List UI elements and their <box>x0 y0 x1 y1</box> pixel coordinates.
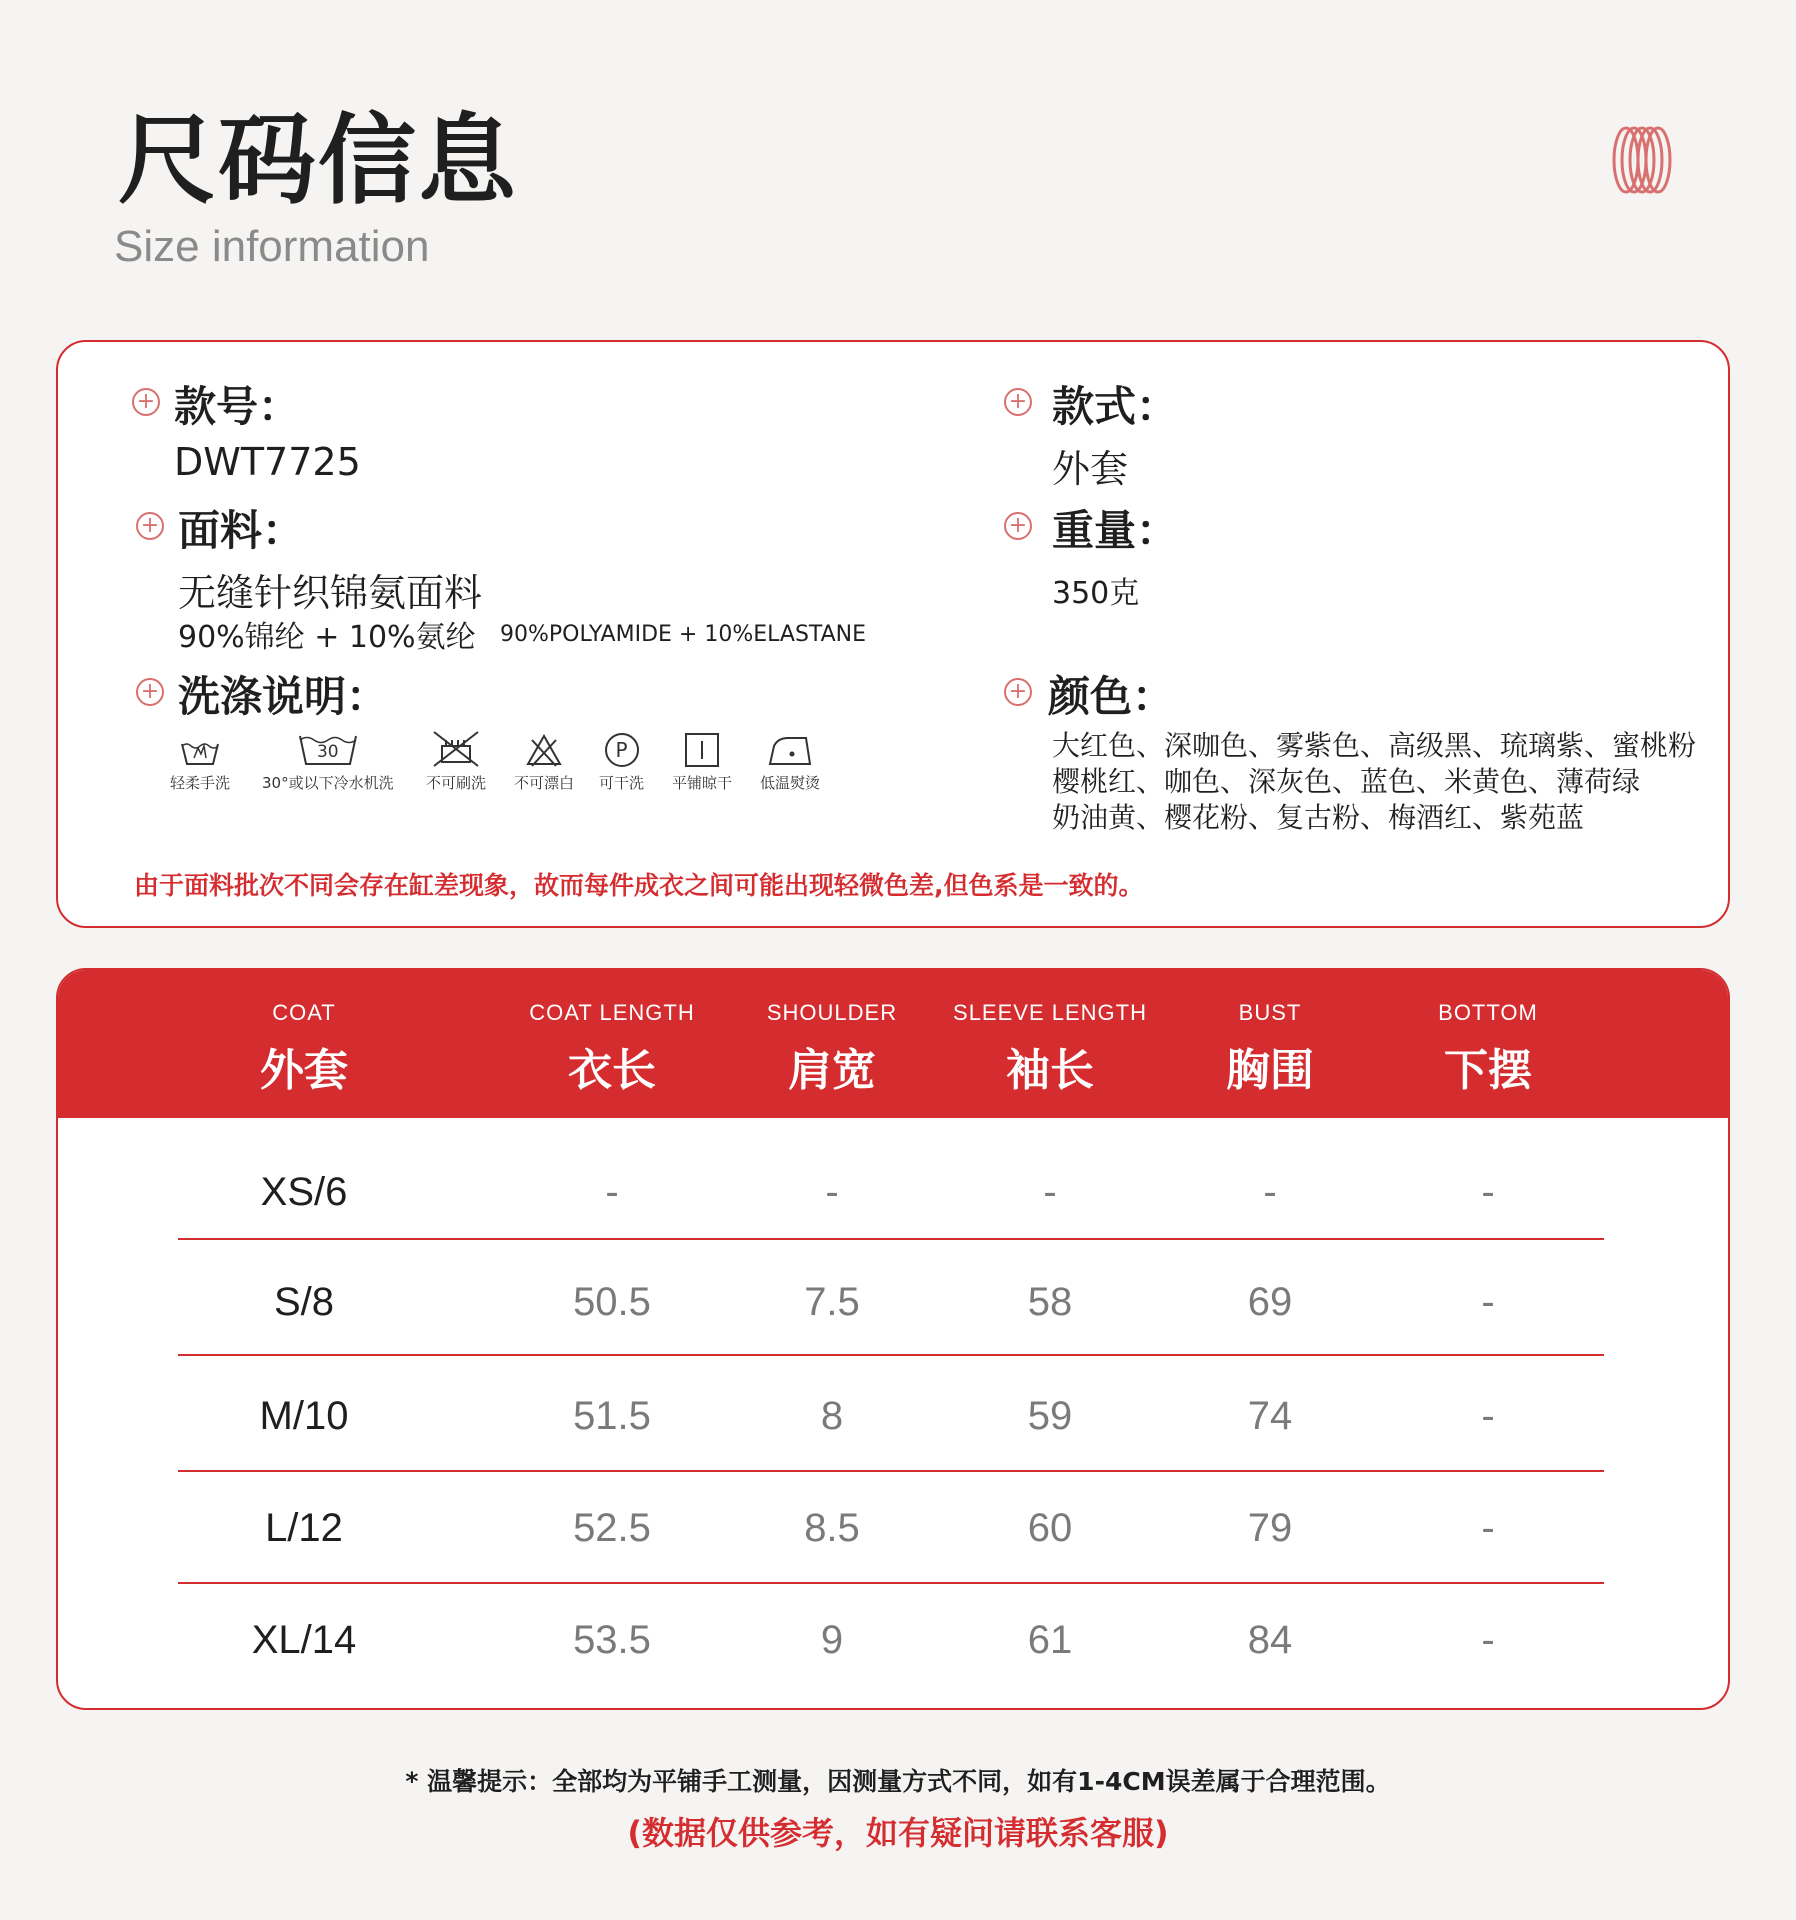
column-header-bust: BUST 胸围 <box>1226 1000 1314 1096</box>
table-row: M/10 51.5 8 59 74 - <box>259 1394 1495 1438</box>
weight-value: 350克 <box>1052 576 1140 611</box>
table-row: XL/14 53.5 9 61 84 - <box>251 1618 1495 1662</box>
column-header-sleeve-length: SLEEVE LENGTH 袖长 <box>953 1000 1147 1096</box>
style-value: 外套 <box>1052 447 1129 491</box>
plus-circle-icon: + <box>132 388 160 416</box>
no-bleach-icon: 不可漂白 <box>514 732 574 793</box>
gentle-hand-wash-icon: 轻柔手洗 <box>170 732 230 793</box>
weight-label: 重量： <box>1052 506 1179 555</box>
style-label: 款式： <box>1052 382 1179 431</box>
no-brush-icon: 不可刷洗 <box>426 730 486 793</box>
column-header-coat: COAT 外套 <box>260 1000 348 1096</box>
plus-circle-icon: + <box>1004 388 1032 416</box>
column-header-coat-length: COAT LENGTH 衣长 <box>529 1000 695 1096</box>
style-no-value: DWT7725 <box>174 440 361 484</box>
table-row: XS/6 - - - - - <box>260 1170 1495 1214</box>
product-info-card <box>56 340 1730 928</box>
plus-circle-icon: + <box>136 512 164 540</box>
style-no-label: 款号： <box>174 382 301 431</box>
color-label: 颜色： <box>1048 672 1175 721</box>
page-subtitle: Size information <box>114 222 430 271</box>
row-divider <box>178 1354 1604 1356</box>
reference-note: (数据仅供参考，如有疑问请联系客服) <box>627 1814 1169 1852</box>
plus-circle-icon: + <box>136 678 164 706</box>
table-row: L/12 52.5 8.5 60 79 - <box>265 1506 1495 1550</box>
column-header-bottom: BOTTOM 下摆 <box>1438 1000 1538 1096</box>
plus-circle-icon: + <box>1004 512 1032 540</box>
fabric-value: 无缝针织锦氨面料 <box>178 571 483 615</box>
brand-rings-icon <box>1606 124 1678 196</box>
page-title: 尺码信息 <box>118 104 519 218</box>
row-divider <box>178 1238 1604 1240</box>
fabric-label: 面料： <box>178 506 305 555</box>
wash-label: 洗涤说明： <box>178 672 389 721</box>
flat-dry-icon: 平铺晾干 <box>672 732 732 793</box>
dry-clean-p-icon: P 可干洗 <box>599 732 644 793</box>
color-list: 大红色、深咖色、雾紫色、高级黑、琉璃紫、蜜桃粉 樱桃红、咖色、深灰色、蓝色、米黄色、薄荷绿 奶油黄、樱花粉、复古粉、梅酒红、紫苑蓝 <box>1052 729 1697 834</box>
table-header <box>58 970 1728 1118</box>
measurement-tip: * 温馨提示：全部均为平铺手工测量，因测量方式不同，如有1-4CM误差属于合理范围。 <box>405 1767 1391 1796</box>
column-header-shoulder: SHOULDER 肩宽 <box>766 1000 898 1096</box>
low-iron-icon: 低温熨烫 <box>760 732 820 793</box>
fabric-ratio: 90%锦纶 + 10%氨纶 <box>178 620 476 655</box>
machine-wash-30-icon: 30 30°或以下冷水机洗 <box>262 732 394 793</box>
table-row: S/8 50.5 7.5 58 69 - <box>273 1280 1495 1324</box>
fabric-ratio-en: 90%POLYAMIDE + 10%ELASTANE <box>500 622 867 647</box>
size-table <box>56 968 1730 1710</box>
plus-circle-icon: + <box>1004 678 1032 706</box>
color-difference-notice: 由于面料批次不同会存在缸差现象，故而每件成衣之间可能出现轻微色差,但色系是一致的。 <box>134 871 1144 900</box>
